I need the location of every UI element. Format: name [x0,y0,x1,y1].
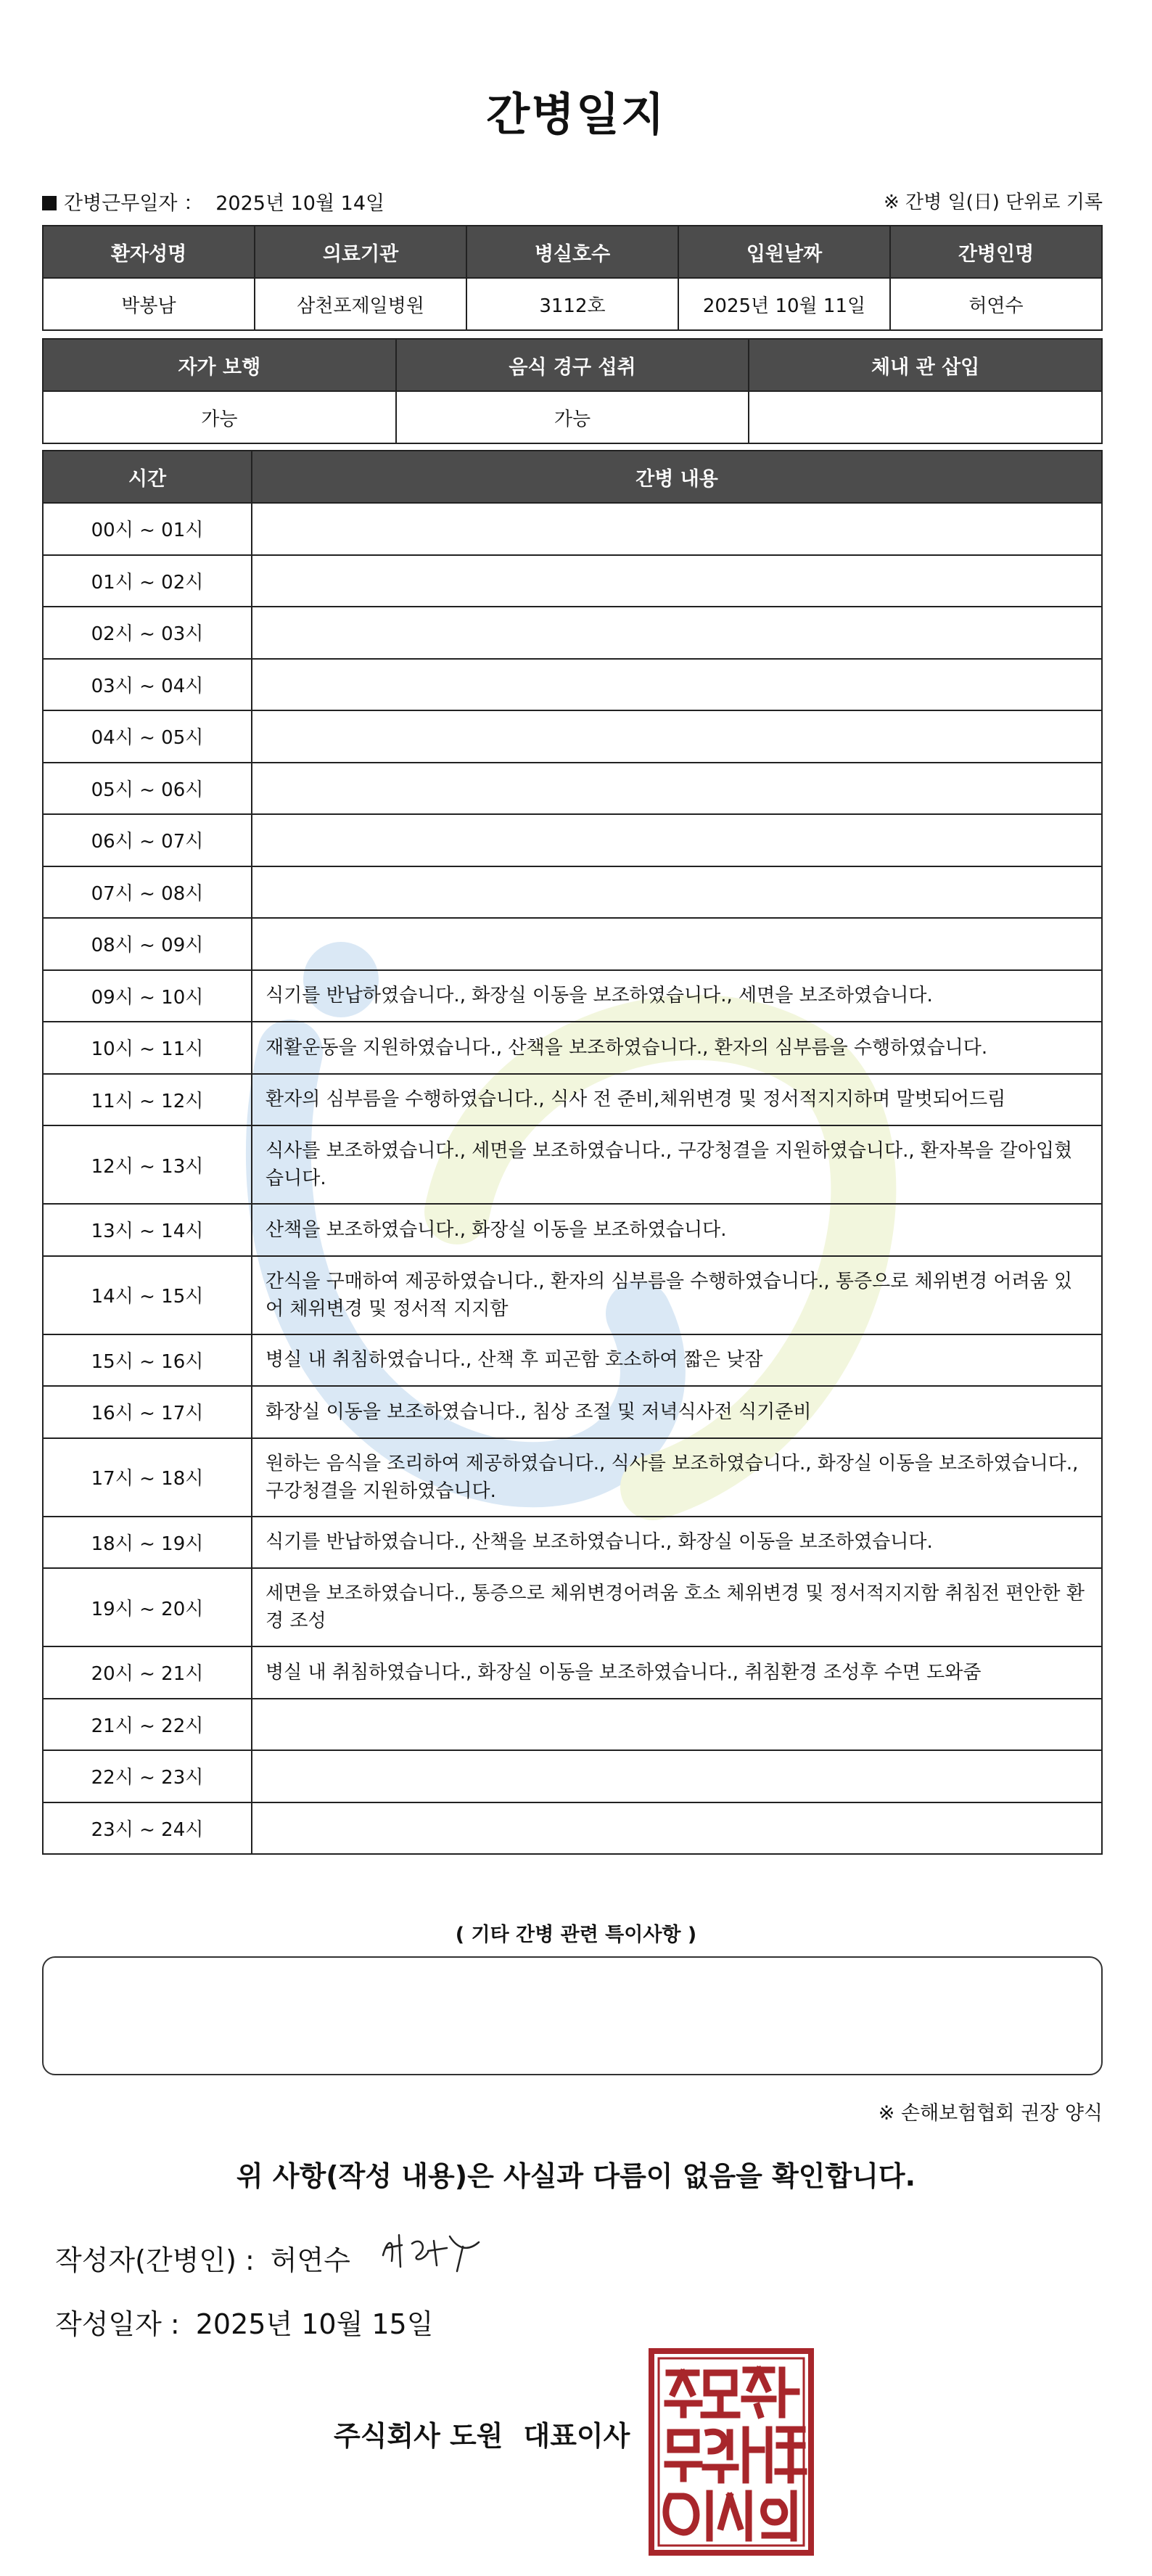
care-log-row [43,1022,1102,1074]
header-self-walking: 자가 보행 [43,339,396,391]
care-log-row [43,763,1102,815]
care-log-time: 14시 ~ 15시 [43,1256,252,1334]
writer-line [55,2238,350,2278]
care-log-time: 16시 ~ 17시 [43,1386,252,1438]
oral-intake-value: 가능 [396,391,749,443]
care-log-time: 05시 ~ 06시 [43,763,252,815]
work-date-label: 간병근무일자 ： [64,192,204,215]
care-log-content [252,763,1102,815]
care-log-row [43,1386,1102,1438]
record-unit-note: ※ 간병 일(日) 단위로 기록 [883,192,1103,213]
care-log-content [252,503,1102,555]
patient-info-table [42,225,1103,331]
care-log-time: 07시 ~ 08시 [43,866,252,919]
care-log-time: 23시 ~ 24시 [43,1802,252,1855]
care-log-row [43,1699,1102,1751]
care-log-content: 식기를 반납하였습니다., 산책을 보조하였습니다., 화장실 이동을 보조하였습니다. [252,1517,1102,1569]
care-log-row [43,1204,1102,1256]
tube-insertion-value [749,391,1102,443]
care-log-content: 원하는 음식을 조리하여 제공하였습니다., 식사를 보조하였습니다., 화장실 이동을 보조하였습니다., 구강청결을 지원하였습니다. [252,1438,1102,1517]
header-hospital: 의료기관 [255,226,466,278]
care-log-row [43,555,1102,607]
handwritten-signature [377,2226,486,2277]
care-log-row [43,1802,1102,1855]
care-log-row [43,1256,1102,1334]
header-oral-intake: 음식 경구 섭취 [396,339,749,391]
square-bullet-icon [42,196,57,210]
care-log-content: 간식을 구매하여 제공하였습니다., 환자의 심부름을 수행하였습니다., 통증으로 체위변경 어려움 있어 체위변경 및 정서적 지지함 [252,1256,1102,1334]
care-log-time: 06시 ~ 07시 [43,814,252,866]
care-log-time: 03시 ~ 04시 [43,659,252,711]
writer-name: 허연수 [270,2244,350,2276]
care-log-time: 12시 ~ 13시 [43,1125,252,1204]
header-admission-date: 입원날짜 [678,226,890,278]
care-log-row [43,1750,1102,1802]
care-log-row [43,1125,1102,1204]
other-notes-box [42,1956,1103,2075]
care-log-content [252,814,1102,866]
header-tube-insertion: 체내 관 삽입 [749,339,1102,391]
company-seal-stamp [649,2348,814,2556]
care-log-content [252,710,1102,763]
care-log-time: 02시 ~ 03시 [43,607,252,659]
care-log-content: 병실 내 취침하였습니다., 화장실 이동을 보조하였습니다., 취침환경 조성후 수면 도와줌 [252,1646,1102,1699]
care-log-row [43,607,1102,659]
care-log-content [252,866,1102,919]
representative-title: 대표이사 [523,2420,630,2452]
care-log-content [252,1750,1102,1802]
confirmation-statement: 위 사항(작성 내용)은 사실과 다름이 없음을 확인합니다. [236,2160,916,2192]
care-log-content: 산책을 보조하였습니다., 화장실 이동을 보조하였습니다. [252,1204,1102,1256]
care-log-content: 세면을 보조하였습니다., 통증으로 체위변경어려움 호소 체위변경 및 정서적지지함 취침전 편안한 환경 조성 [252,1568,1102,1646]
writer-label: 작성자(간병인) : [55,2244,255,2276]
work-date-value: 2025년 10월 14일 [215,192,385,215]
document-title: 간병일지 [486,88,666,141]
admission-date: 2025년 10월 11일 [678,278,890,330]
care-log-time: 04시 ~ 05시 [43,710,252,763]
care-log-row [43,1517,1102,1569]
care-log-row [43,1074,1102,1126]
care-log-time: 19시 ~ 20시 [43,1568,252,1646]
care-log-time: 15시 ~ 16시 [43,1334,252,1387]
care-log-content: 재활운동을 지원하였습니다., 산책을 보조하였습니다., 환자의 심부름을 수행하였습니다. [252,1022,1102,1074]
care-log-time: 21시 ~ 22시 [43,1699,252,1751]
care-log-row [43,659,1102,711]
care-log-row [43,814,1102,866]
care-log-row [43,918,1102,970]
care-log-table [42,450,1103,1855]
room-number: 3112호 [466,278,678,330]
company-name: 주식회사 도원 [334,2420,503,2452]
care-log-time: 17시 ~ 18시 [43,1438,252,1517]
care-log-row [43,503,1102,555]
work-date-line [42,187,384,216]
header-time: 시간 [43,451,252,503]
caregiver-name: 허연수 [890,278,1102,330]
header-care-content: 간병 내용 [252,451,1102,503]
other-notes-title: ( 기타 간병 관련 특이사항 ) [455,1924,697,1946]
care-log-time: 00시 ~ 01시 [43,503,252,555]
care-log-time: 22시 ~ 23시 [43,1750,252,1802]
care-log-time: 08시 ~ 09시 [43,918,252,970]
care-log-time: 13시 ~ 14시 [43,1204,252,1256]
care-log-content [252,659,1102,711]
patient-status-table [42,338,1103,444]
care-log-content [252,1699,1102,1751]
care-log-row [43,866,1102,919]
care-log-time: 20시 ~ 21시 [43,1646,252,1699]
company-line [334,2413,630,2453]
care-log-content [252,1802,1102,1855]
care-log-time: 18시 ~ 19시 [43,1517,252,1569]
care-log-row [43,1334,1102,1387]
care-log-content: 식사를 보조하였습니다., 세면을 보조하였습니다., 구강청결을 지원하였습니다., 환자복을 갈아입혔습니다. [252,1125,1102,1204]
self-walking-value: 가능 [43,391,396,443]
care-log-time: 09시 ~ 10시 [43,970,252,1022]
hospital-name: 삼천포제일병원 [255,278,466,330]
care-log-row [43,1646,1102,1699]
care-log-row [43,1438,1102,1517]
write-date-line [55,2302,433,2342]
care-log-time: 10시 ~ 11시 [43,1022,252,1074]
care-log-content: 화장실 이동을 보조하였습니다., 침상 조절 및 저녁식사전 식기준비 [252,1386,1102,1438]
care-log-time: 11시 ~ 12시 [43,1074,252,1126]
care-log-content [252,555,1102,607]
care-log-content: 식기를 반납하였습니다., 화장실 이동을 보조하였습니다., 세면을 보조하였습니다. [252,970,1102,1022]
care-log-row [43,710,1102,763]
care-log-row [43,1568,1102,1646]
header-room: 병실호수 [466,226,678,278]
patient-name: 박봉남 [43,278,255,330]
care-log-content [252,607,1102,659]
write-date-label: 작성일자 : [55,2308,180,2340]
care-log-content: 병실 내 취침하였습니다., 산책 후 피곤함 호소하여 짧은 낮잠 [252,1334,1102,1387]
header-caregiver-name: 간병인명 [890,226,1102,278]
care-log-time: 01시 ~ 02시 [43,555,252,607]
header-patient-name: 환자성명 [43,226,255,278]
care-log-content: 환자의 심부름을 수행하였습니다., 식사 전 준비,체위변경 및 정서적지지하며 말벗되어드림 [252,1074,1102,1126]
write-date-value: 2025년 10월 15일 [195,2308,434,2340]
standard-form-note: ※ 손해보험협회 권장 양식 [878,2102,1103,2125]
care-log-content [252,918,1102,970]
care-log-row [43,970,1102,1022]
